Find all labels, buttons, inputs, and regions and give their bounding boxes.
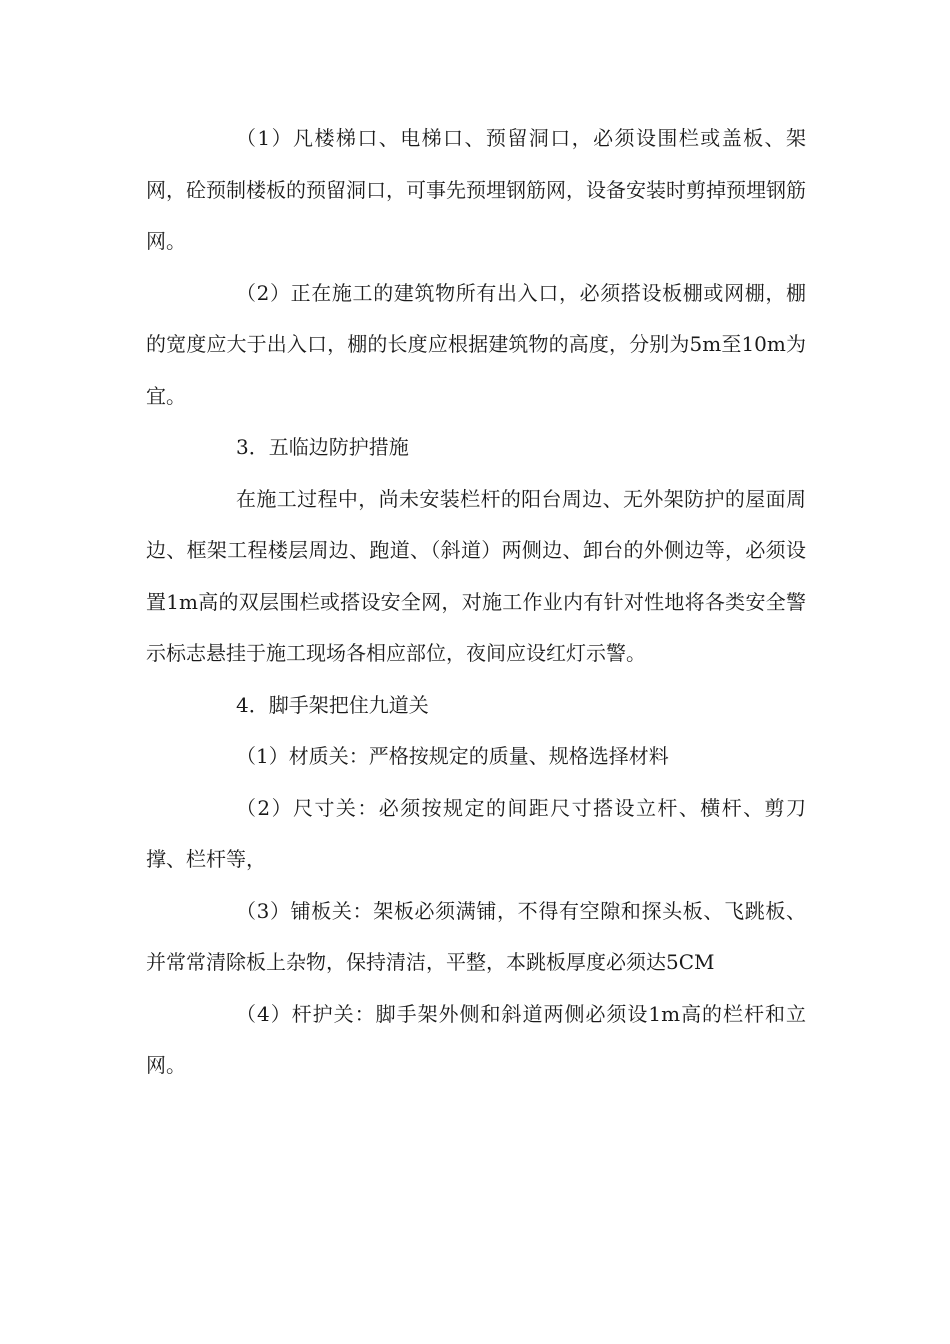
paragraph-entrance-shed: （2）正在施工的建筑物所有出入口，必须搭设板棚或网棚，棚的宽度应大于出入口，棚的长度应根据建筑物的高度，分别为5m至10m为宜。 (146, 280, 806, 408)
paragraph-dimension-check: （2）尺寸关：必须按规定的间距尺寸搭设立杆、横杆、剪刀撑、栏杆等， (146, 795, 806, 871)
paragraph-plank-check: （3）铺板关：架板必须满铺，不得有空隙和探头板、飞跳板、并常常清除板上杂物，保持清洁，平整，本跳板厚度必须达5CM (146, 898, 806, 974)
paragraph-material-check: （1）材质关：严格按规定的质量、规格选择材料 (236, 744, 669, 768)
section-heading-edge-protection: 3．五临边防护措施 (236, 435, 409, 459)
paragraph-hole-protection: （1）凡楼梯口、电梯口、预留洞口，必须设围栏或盖板、架网，砼预制楼板的预留洞口，可事先预埋钢筋网，设备安装时剪掉预埋钢筋网。 (146, 126, 806, 253)
paragraph-edge-protection: 在施工过程中，尚未安装栏杆的阳台周边、无外架防护的屋面周边、框架工程楼层周边、跑道、（斜道）两侧边、卸台的外侧边等，必须设置1m高的双层围栏或搭设安全网，对施工作业内有针对性地将各类安全警示标志悬挂于施工现场各相应部位，夜间应设红灯示警。 (146, 486, 806, 665)
paragraph-guardrail-check: （4）杆护关：脚手架外侧和斜道两侧必须设1m高的栏杆和立网。 (146, 1001, 806, 1077)
section-heading-scaffold-checks: 4．脚手架把住九道关 (236, 692, 429, 717)
document-body (146, 113, 806, 1092)
